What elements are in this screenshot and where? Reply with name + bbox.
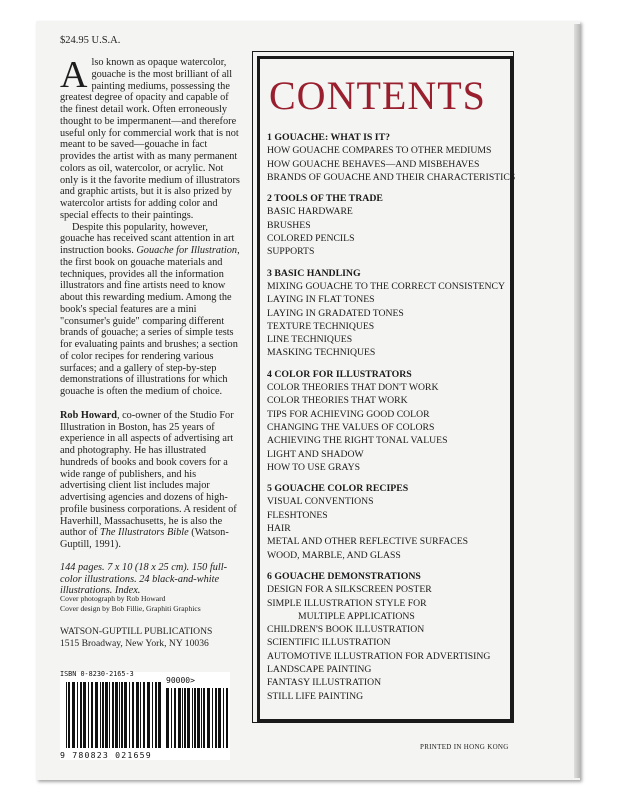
toc-entry: VISUAL CONVENTIONS: [267, 496, 374, 508]
barcode-bar: [187, 688, 190, 748]
barcode-bar: [68, 682, 70, 748]
toc-entry: COLOR THEORIES THAT DON'T WORK: [267, 382, 439, 394]
author-bio: [60, 410, 240, 551]
toc-entry: FLESHTONES: [267, 509, 328, 521]
barcode-bar: [155, 682, 157, 748]
book-title-italic: Gouache for Illustration: [136, 245, 238, 256]
toc-entry: MULTIPLE APPLICATIONS: [298, 610, 415, 622]
printed-in-label: PRINTED IN HONG KONG: [420, 743, 509, 751]
barcode-bar: [91, 682, 93, 748]
barcode-panel: [60, 672, 230, 760]
toc-section-heading: 6 GOUACHE DEMONSTRATIONS: [267, 570, 421, 582]
barcode-bar: [109, 682, 110, 748]
toc-entry: BRUSHES: [267, 219, 311, 231]
barcode-bar: [115, 682, 118, 748]
isbn-text: ISBN 0-8230-2165-3: [60, 670, 134, 678]
barcode-bar: [121, 682, 123, 748]
toc-entry: HOW TO USE GRAYS: [267, 461, 361, 473]
barcode-bar: [174, 688, 176, 748]
toc-entry: LAYING IN GRADATED TONES: [267, 307, 404, 319]
toc-entry: BRANDS OF GOUACHE AND THEIR CHARACTERISTICS: [267, 171, 516, 183]
toc-section-heading: 2 TOOLS OF THE TRADE: [267, 193, 383, 205]
barcode-bar: [143, 682, 145, 748]
toc-entry: SCIENTIFIC ILLUSTRATION: [267, 637, 391, 649]
toc-entry: LAYING IN FLAT TONES: [267, 294, 375, 306]
toc-entry: LINE TECHNIQUES: [267, 334, 353, 346]
toc-entry: TEXTURE TECHNIQUES: [267, 320, 375, 332]
author-name: Rob Howard: [60, 409, 117, 421]
price-addon-code: 90000>: [166, 676, 195, 685]
publisher-block: [60, 626, 212, 649]
toc-section: [267, 267, 503, 360]
barcode-bar: [194, 688, 196, 748]
barcode-bar: [184, 688, 186, 748]
publisher-address: 1515 Broadway, New York, NY 10036: [60, 637, 209, 649]
barcode-bar: [124, 682, 127, 748]
barcode-bar: [178, 688, 181, 748]
barcode-bar: [147, 682, 150, 748]
barcode-bar: [77, 682, 78, 748]
barcode-bar: [83, 682, 86, 748]
toc-section: [267, 482, 503, 562]
toc-section: [267, 368, 503, 474]
barcode-bar: [129, 682, 130, 748]
barcode-bar: [88, 682, 89, 748]
price-label: $24.95 U.S.A.: [60, 35, 121, 46]
bio-book-title: The Illustrators Bible: [100, 527, 189, 539]
barcode-bar: [226, 688, 228, 748]
cover-edge-shadow: [574, 24, 580, 778]
toc-entry: DESIGN FOR A SILKSCREEN POSTER: [267, 584, 432, 596]
toc-entry: CHANGING THE VALUES OF COLORS: [267, 421, 435, 433]
barcode-graphic: [60, 672, 230, 760]
barcode-bar: [215, 688, 217, 748]
intro-text: lso known as opaque watercolor, gouache is the most brilliant of all painting mediums, possessing the greatest degree of opacity and capable of the finest detail work. Often erroneously thought to be impermanent—and therefore useful only for commercial work that is not meant to be saved—gouache in fact provides the artist with as many permanent colors as oil, watercolor, or acrylic. Not only is it the favorite medium of illustrators and graphic artists, but it is also prized by watercolor artists for adding color and special effects to their paintings.: [60, 57, 240, 221]
toc-entry: COLORED PENCILS: [267, 233, 355, 245]
toc-entry: HOW GOUACHE BEHAVES—AND MISBEHAVES: [267, 158, 480, 170]
ean-digits: 9 780823 021659: [60, 750, 152, 760]
toc-entry: HAIR: [267, 523, 291, 535]
toc-section-heading: 5 GOUACHE COLOR RECIPES: [267, 483, 409, 495]
barcode-bar: [136, 682, 139, 748]
barcode-bar: [192, 688, 193, 748]
barcode-bar: [201, 688, 202, 748]
barcode-bar: [203, 688, 205, 748]
toc-entry: ACHIEVING THE RIGHT TONAL VALUES: [267, 435, 448, 447]
toc-entry: COLOR THEORIES THAT WORK: [267, 395, 408, 407]
publisher-name: WATSON-GUPTILL PUBLICATIONS: [60, 626, 213, 637]
toc-section-heading: 1 GOUACHE: WHAT IS IT?: [267, 132, 391, 143]
design-credit: Cover design by Bob Fillie, Graphiti Graphics: [60, 604, 201, 613]
toc-section-heading: 3 BASIC HANDLING: [267, 267, 361, 279]
toc-entry: LANDSCAPE PAINTING: [267, 663, 372, 675]
toc-entry: AUTOMOTIVE ILLUSTRATION FOR ADVERTISING: [267, 650, 491, 662]
barcode-bar: [105, 682, 108, 748]
toc-section: [267, 570, 503, 703]
barcode-bar: [207, 688, 210, 748]
description-column: [60, 54, 240, 597]
para2-end: , the first book on gouache materials and techniques, provides all the information illustrators and fine artists need to know about this rewarding medium. Among the book's special features are a mini "consumer's guide" comparing different brands of gouache; a series of simple tests for evaluating paints and brushes; a section of color recipes for rendering various surfaces; and a gallery of step-by-step demonstrations of illustrations for which gouache is often the medium of choice.: [60, 245, 240, 397]
contents-title: CONTENTS: [269, 73, 486, 118]
toc-entry: SUPPORTS: [267, 246, 315, 258]
toc-entry: METAL AND OTHER REFLECTIVE SURFACES: [267, 536, 469, 548]
toc-entry: TIPS FOR ACHIEVING GOOD COLOR: [267, 408, 430, 420]
toc-section: [267, 131, 516, 184]
barcode-bar: [100, 682, 101, 748]
toc-entry: SIMPLE ILLUSTRATION STYLE FOR: [267, 597, 427, 609]
barcode-bar: [152, 682, 153, 748]
barcode-bar: [66, 682, 67, 748]
toc-entry: FANTASY ILLUSTRATION: [267, 677, 382, 689]
toc-entry: STILL LIFE PAINTING: [267, 690, 364, 702]
toc-entry: MIXING GOUACHE TO THE CORRECT CONSISTENCY: [267, 280, 505, 292]
toc-entry: HOW GOUACHE COMPARES TO OTHER MEDIUMS: [267, 145, 492, 157]
bio-end: (Watson-Guptill, 1991).: [60, 527, 229, 550]
para2-start: Despite this popularity, however, gouache has received scant attention in art instruction books.: [60, 221, 235, 256]
toc-entry: MASKING TECHNIQUES: [267, 347, 376, 359]
photo-credit: Cover photograph by Rob Howard: [60, 594, 166, 603]
barcode-bar: [119, 682, 120, 748]
barcode-bar: [166, 688, 169, 748]
table-of-contents: [267, 131, 516, 711]
barcode-bar: [218, 688, 221, 748]
barcode-bar: [95, 682, 98, 748]
drop-cap: A: [60, 54, 88, 96]
toc-entry: BASIC HARDWARE: [267, 206, 353, 218]
barcode-bar: [212, 688, 213, 748]
toc-entry: LIGHT AND SHADOW: [267, 448, 364, 460]
cover-credits: [60, 594, 201, 614]
barcode-bar: [182, 688, 183, 748]
bio-text: , co-owner of the Studio For Illustration in Boston, has 25 years of experience in all aspects of advertising art and photography. He has illustrated hundreds of books and book covers for a wide range of publishers, and his advertising client list includes major advertising agencies and dozens of high-profile business corporations. A resident of Haverhill, Massachusetts, he is also the author of: [60, 409, 237, 539]
barcode-bar: [223, 688, 224, 748]
toc-entry: WOOD, MARBLE, AND GLASS: [267, 549, 401, 561]
toc-section-heading: 4 COLOR FOR ILLUSTRATORS: [267, 368, 412, 380]
barcode-bar: [171, 688, 172, 748]
book-specs: 144 pages. 7 x 10 (18 x 25 cm). 150 full-color illustrations. 24 black-and-white illustrations. Index.: [60, 561, 228, 597]
second-paragraph: [60, 222, 240, 398]
barcode-bar: [140, 682, 141, 748]
barcode-bar: [72, 682, 75, 748]
toc-section: [267, 192, 503, 258]
barcode-bar: [102, 682, 104, 748]
barcode-bar: [80, 682, 82, 748]
barcode-bar: [132, 682, 134, 748]
barcode-bar: [112, 682, 114, 748]
intro-paragraph: [60, 54, 240, 222]
barcode-bar: [197, 688, 200, 748]
barcode-bar: [158, 682, 161, 748]
toc-entry: CHILDREN'S BOOK ILLUSTRATION: [267, 624, 425, 636]
